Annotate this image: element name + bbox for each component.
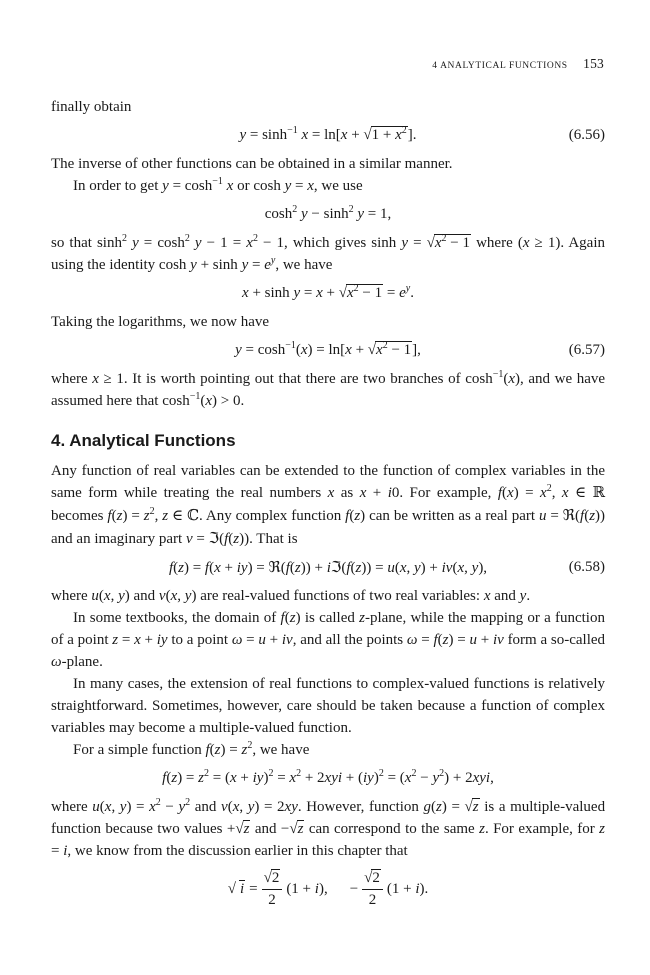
equation-body: $y = \cosh^{-1}(x) = \ln[x + √x^2 - 1]$,: [235, 340, 421, 358]
equation-body: f(z) = f(x + iy) = ℜ(f(z)) + iℑ(f(z)) = u(x, y) + iv(x, y),: [168, 558, 488, 576]
page-body: [51, 96, 605, 930]
equation-x-plus-sinh: [51, 281, 605, 305]
equation-z-squared: [51, 766, 605, 790]
paragraph-real-valued: where u(x, y) and v(x, y) are real-valued functions of two real variables: x and y.: [51, 588, 531, 604]
equation-6-56: [51, 123, 605, 147]
equation-number: (6.56): [568, 127, 605, 143]
running-head: [432, 56, 604, 72]
paragraph-branches: where x ≥ 1. It is worth pointing out that there are two branches of $\cosh^{-1}(x)$, and we have assumed here that $\cosh^{-1}(x) > 0$.: [51, 369, 606, 409]
paragraph-cosh-intro: In order to get $y = \cosh^{-1} x$ or cosh y = x, we use: [73, 176, 363, 194]
paragraph-many-cases: In many cases, the extension of real functions to complex-valued functions is relatively straightforward. Sometimes, however, care should be taken because a function of complex variables may become a multiple-valued function.: [51, 676, 605, 736]
paragraph-finally: finally obtain: [51, 99, 132, 115]
equation-body: $f(z) = z^2 = (x + iy)^2 = x^2 + 2xyi + (iy)^2 = (x^2 - y^2) + 2xyi$,: [162, 768, 494, 786]
paragraph-inverse: The inverse of other functions can be obtained in a similar manner.: [51, 156, 453, 172]
equation-6-57: [51, 338, 605, 362]
equation-sqrt-i: [51, 868, 605, 928]
equation-body: √ i = $\frac{√2}{2}$ (1 + i), − $\frac{√2}{2}$ (1 + i).: [227, 870, 429, 908]
equation-body: $y = \sinh^{-1} x = \ln[x + √1 + x^2]$.: [239, 125, 417, 143]
equation-number: (6.57): [568, 342, 605, 358]
paragraph-so-that: so that $\sinh^2 y = \cosh^2 y - 1 = x^2 - 1$, which gives $\sinh y = √x^2 - 1$ where (x ≥ 1). Again using the identity $\cosh y + \sinh y = e^y$, we have: [51, 233, 606, 273]
section-heading: 4. Analytical Functions: [51, 431, 236, 450]
page-number: 153: [583, 56, 604, 71]
equation-6-58: [51, 555, 605, 579]
paragraph-simple-function: For a simple function $f(z) = z^2$, we have: [73, 740, 310, 758]
paragraph-textbooks: In some textbooks, the domain of f(z) is called z-plane, while the mapping or a function of a point z = x + iy to a point ω = u + iv, and all the points ω = f(z) = u + iv form a so-called ω-plane.: [51, 610, 606, 670]
chapter-label: 4 ANALYTICAL FUNCTIONS: [432, 61, 568, 71]
equation-body: $x + \sinh y = x + √x^2 - 1 = e^y$.: [242, 283, 414, 301]
equation-number: (6.58): [568, 559, 605, 575]
paragraph-extension: Any function of real variables can be extended to the function of complex variables in the same form while treating the real numbers x as x + i0. For example, $f(x) = x^2$, x ∈ ℝ becomes $f(z) = z^2$, z ∈ ℂ. Any complex function f(z) can be written as a real part u = ℜ(f(z)) and an imaginary part v = ℑ(f(z)). That is: [51, 463, 606, 547]
equation-identity: [51, 202, 605, 226]
paragraph-logarithms: Taking the logarithms, we now have: [51, 314, 270, 330]
paragraph-multiple-valued: where u(x, $y) = x^2 - y^2$ and v(x, y) = 2xy. However, function g(z) = √z is a multiple-valued function because two values +√z and −√z can correspond to the same z. For example, for z = i, we know from the discussion earlier in this chapter that: [51, 797, 606, 859]
equation-body: $\cosh^2 y - \sinh^2 y = 1$,: [264, 204, 392, 222]
